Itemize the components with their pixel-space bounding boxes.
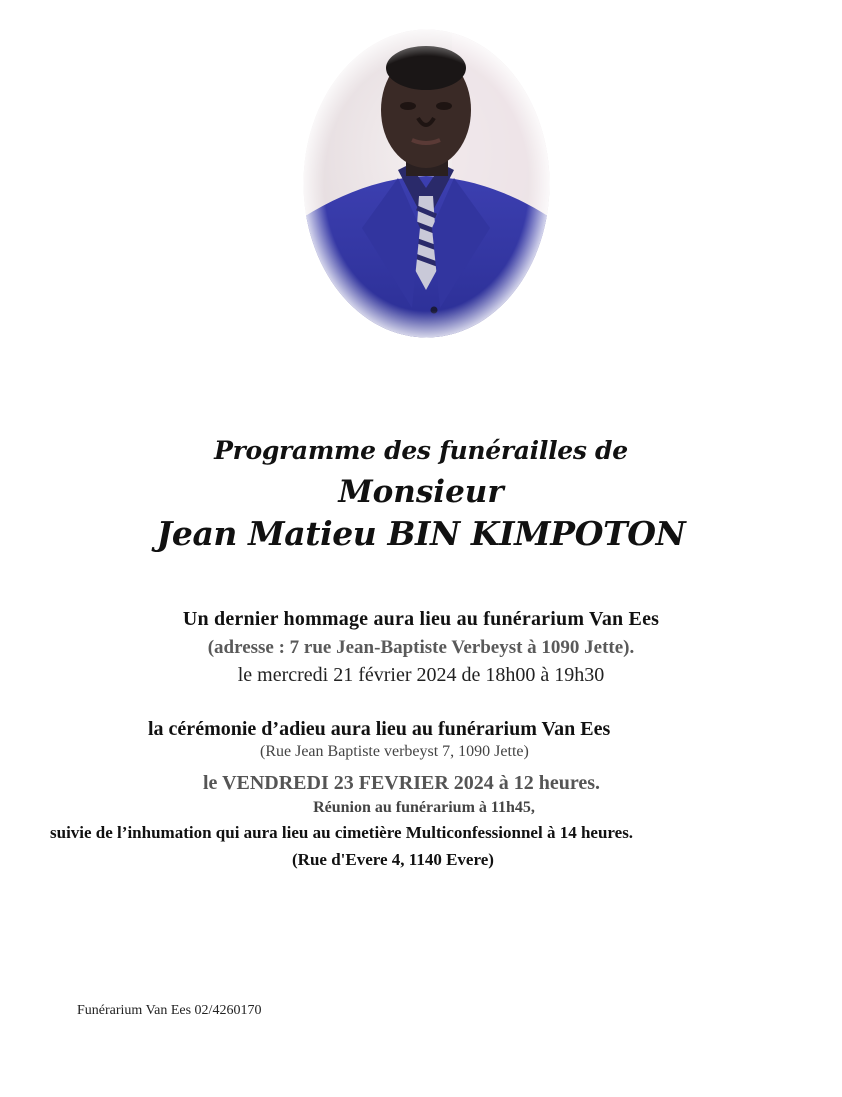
- portrait-icon: [302, 28, 551, 339]
- hommage-date: le mercredi 21 février 2024 de 18h00 à 19h30: [237, 664, 605, 686]
- ceremonie-address: (Rue Jean Baptiste verbeyst 7, 1090 Jette): [260, 743, 529, 760]
- title-programme: Programme des funérailles de: [214, 436, 628, 465]
- footer-contact: Funérarium Van Ees 02/4260170: [77, 1003, 262, 1018]
- inhumation-info: suivie de l’inhumation qui aura lieu au cimetière Multiconfessionnel à 14 heures.: [50, 823, 634, 842]
- portrait-photo: [302, 28, 551, 339]
- deceased-name: Jean Matieu BIN KIMPOTON: [156, 514, 686, 553]
- hommage-announcement: Un dernier hommage aura lieu au funérarium Van Ees: [182, 608, 660, 630]
- title-monsieur: Monsieur: [338, 474, 504, 510]
- cemetery-address: (Rue d'Evere 4, 1140 Evere): [292, 850, 494, 869]
- ceremonie-reunion: Réunion au funérarium à 11h45,: [313, 799, 535, 816]
- hommage-address: (adresse : 7 rue Jean-Baptiste Verbeyst à 1090 Jette).: [207, 637, 635, 658]
- ceremonie-date: le VENDREDI 23 FEVRIER 2024 à 12 heures.: [203, 772, 601, 794]
- ceremonie-announcement: la cérémonie d’adieu aura lieu au funérarium Van Ees: [148, 718, 611, 740]
